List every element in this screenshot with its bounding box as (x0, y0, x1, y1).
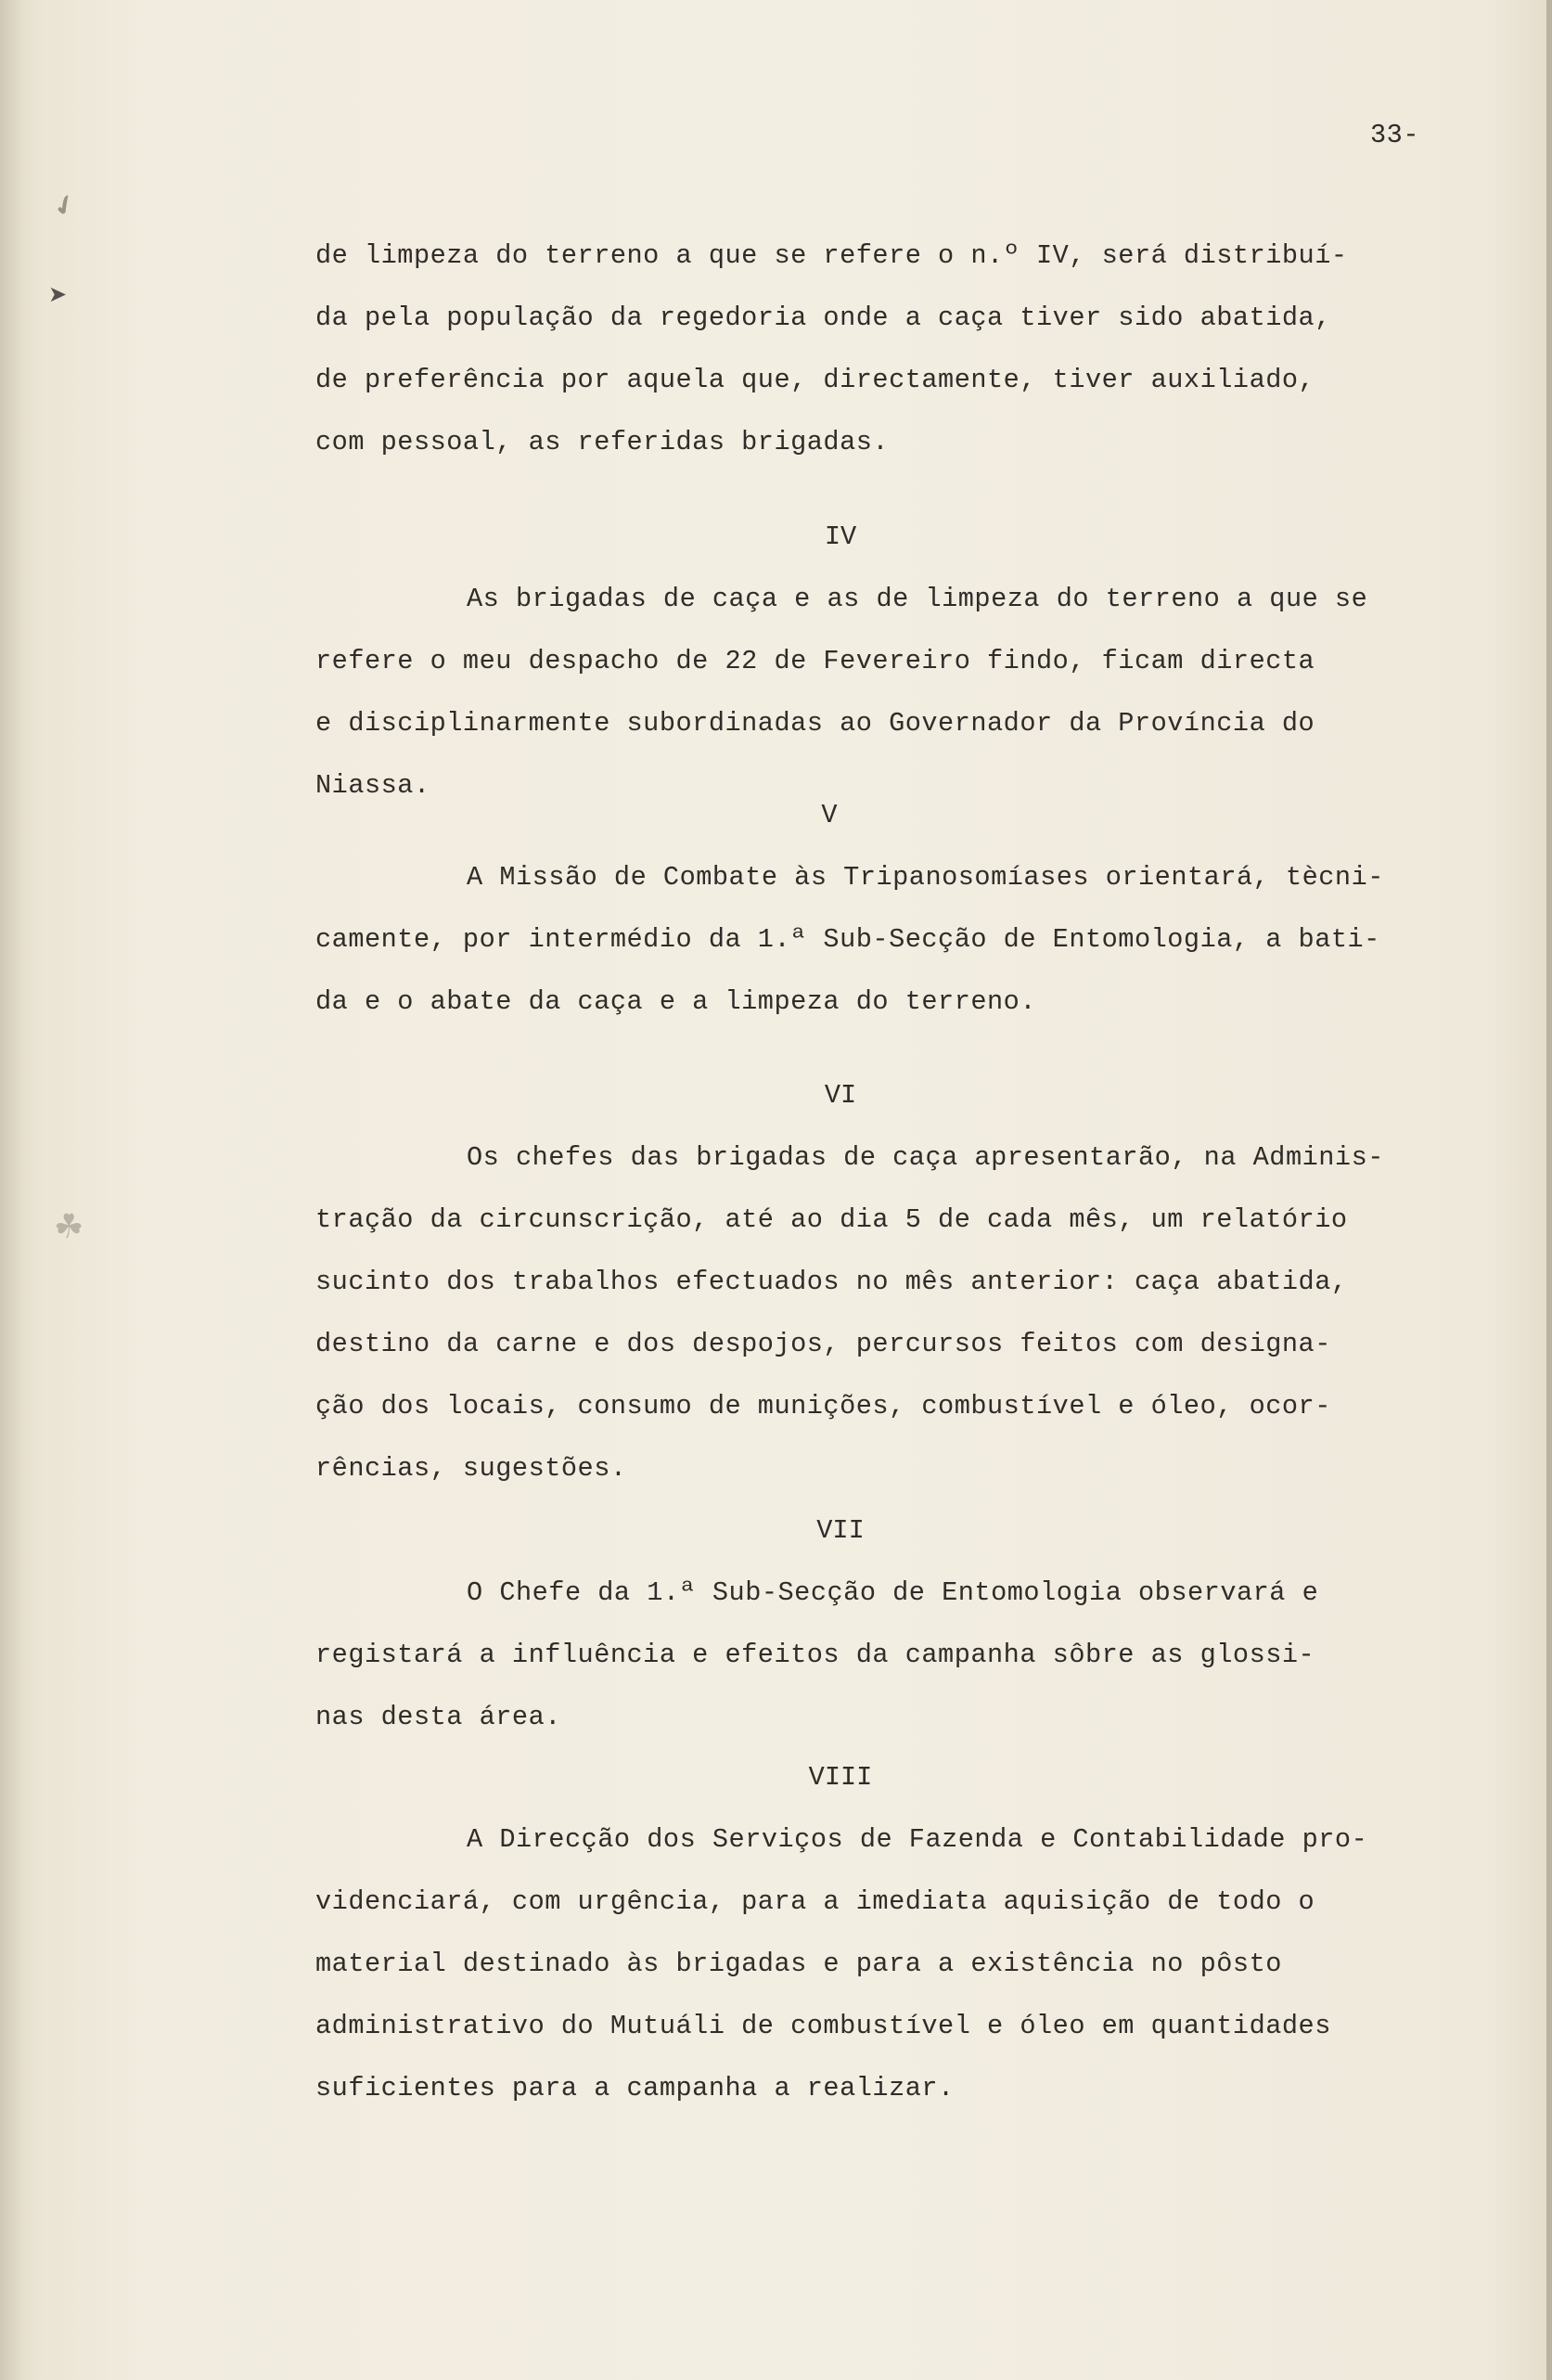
paragraph-line: material destinado às brigadas e para a existência no pôsto (315, 1949, 1282, 1979)
paragraph-line: suficientes para a campanha a realizar. (315, 2073, 955, 2103)
paragraph-line: O Chefe da 1.ª Sub-Secção de Entomologia observará e (467, 1577, 1319, 1608)
paragraph-line: administrativo do Mutuáli de combustível e óleo em quantidades (315, 2011, 1331, 2041)
section-heading: VII (816, 1515, 865, 1546)
paragraph-line: A Missão de Combate às Tripanosomíases orientará, tècni- (467, 862, 1384, 893)
section-heading: IV (824, 521, 857, 552)
section-heading: VI (824, 1080, 857, 1111)
paragraph-line: Os chefes das brigadas de caça apresentarão, na Adminis- (467, 1142, 1384, 1173)
paragraph-line: nas desta área. (315, 1702, 561, 1732)
paragraph-line: registará a influência e efeitos da campanha sôbre as glossi- (315, 1640, 1315, 1670)
page-number: 33- (1370, 120, 1419, 150)
paragraph-line: sucinto dos trabalhos efectuados no mês anterior: caça abatida, (315, 1267, 1348, 1297)
margin-arrow-mark: ➤ (48, 281, 68, 307)
paragraph-line: A Direcção dos Serviços de Fazenda e Contabilidade pro- (467, 1824, 1368, 1855)
paragraph-line: Niassa. (315, 770, 430, 801)
paragraph-line: e disciplinarmente subordinadas ao Governador da Província do (315, 708, 1315, 739)
margin-ink-mark: ✔ (47, 187, 83, 225)
section-heading: VIII (808, 1762, 873, 1793)
paragraph-line: refere o meu despacho de 22 de Fevereiro findo, ficam directa (315, 646, 1315, 676)
paragraph-line: camente, por intermédio da 1.ª Sub-Secção de Entomologia, a bati- (315, 924, 1380, 955)
section-heading: V (821, 800, 838, 830)
paragraph-line: tração da circunscrição, até ao dia 5 de cada mês, um relatório (315, 1204, 1348, 1235)
paragraph-line: destino da carne e dos despojos, percursos feitos com designa- (315, 1329, 1331, 1359)
paragraph-line: As brigadas de caça e as de limpeza do terreno a que se (467, 584, 1368, 614)
paragraph-line: videnciará, com urgência, para a imediata aquisição de todo o (315, 1886, 1315, 1917)
paragraph-line: de limpeza do terreno a que se refere o n.º IV, será distribuí- (315, 240, 1348, 271)
paragraph-line: da e o abate da caça e a limpeza do terreno. (315, 986, 1036, 1017)
page-left-edge (0, 0, 20, 2380)
paragraph-line: rências, sugestões. (315, 1453, 627, 1484)
margin-faint-mark: ☘ (54, 1208, 84, 1246)
paragraph-line: com pessoal, as referidas brigadas. (315, 427, 890, 457)
paragraph-line: de preferência por aquela que, directamente, tiver auxiliado, (315, 365, 1315, 395)
page-right-edge (1546, 0, 1552, 2380)
paragraph-line: ção dos locais, consumo de munições, combustível e óleo, ocor- (315, 1391, 1331, 1422)
paragraph-line: da pela população da regedoria onde a caça tiver sido abatida, (315, 302, 1331, 333)
